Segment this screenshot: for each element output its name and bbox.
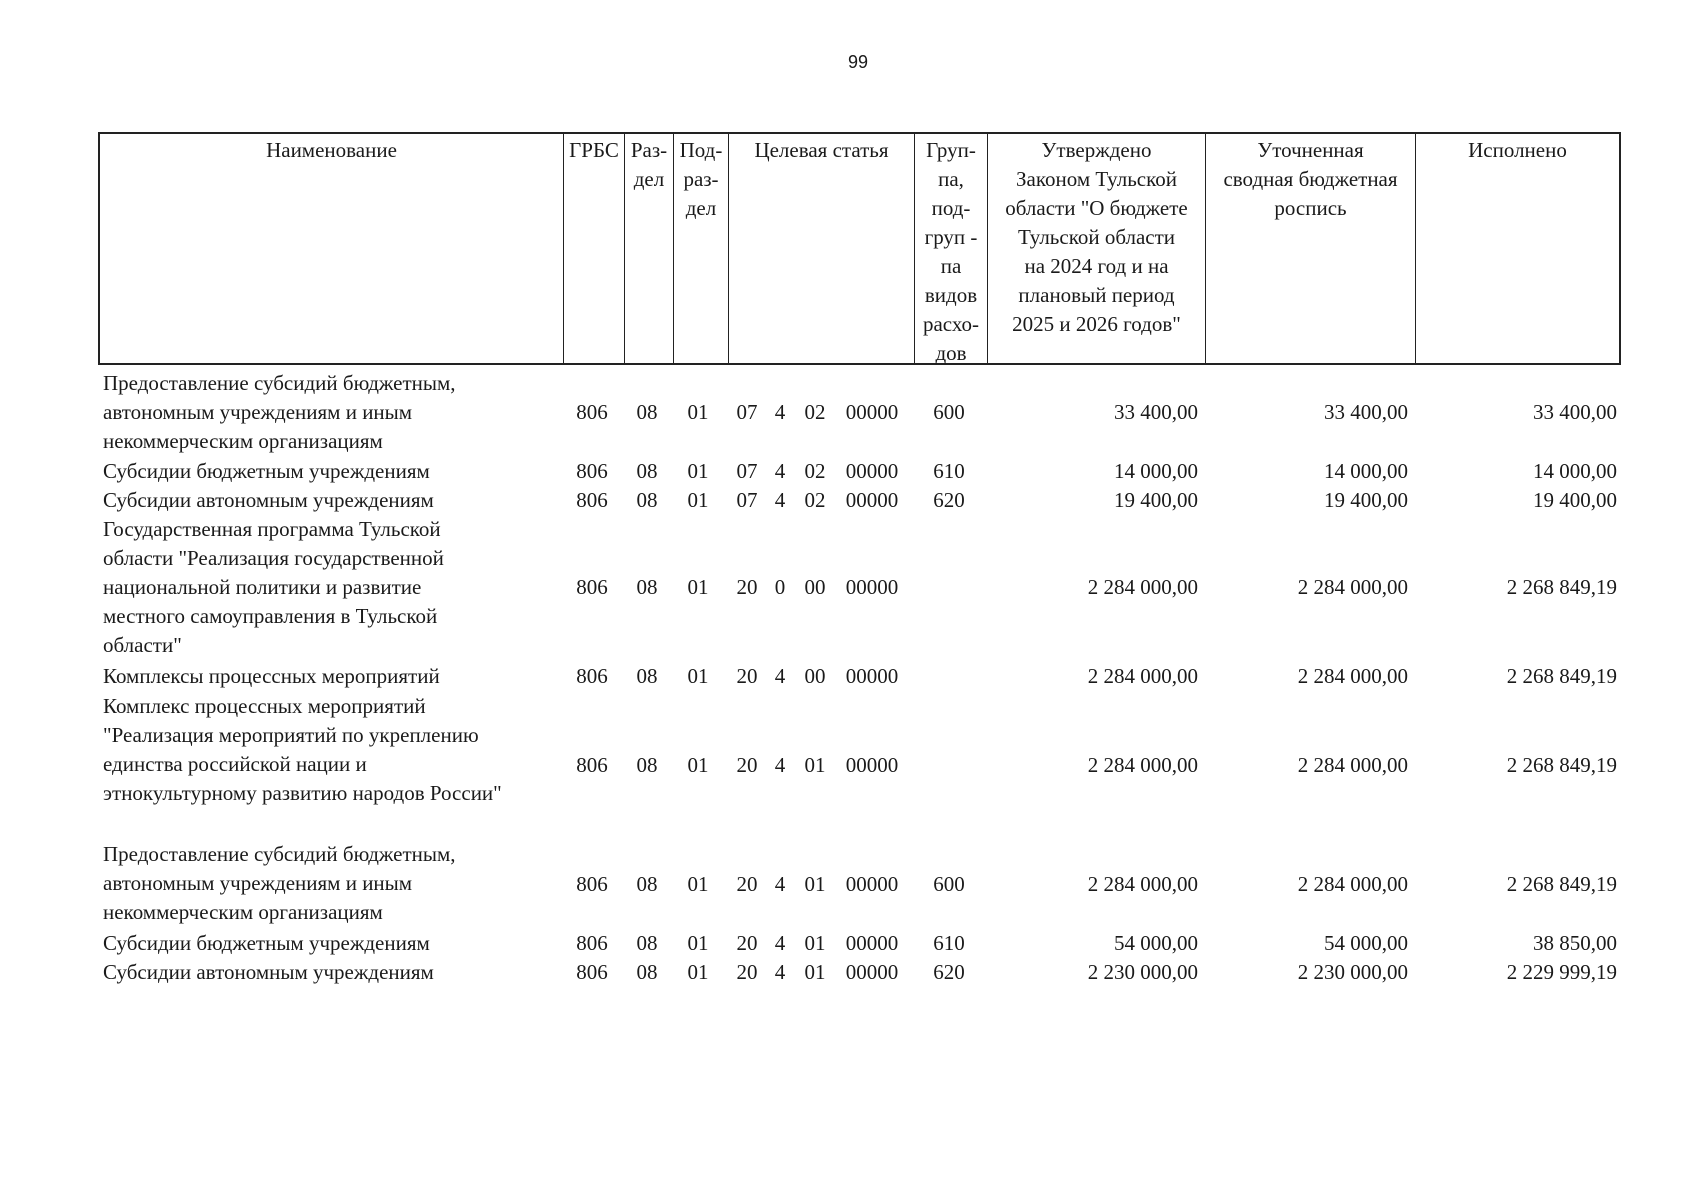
row-executed: 2 229 999,19 [1506,960,1617,984]
row-target-program: 07 [736,488,758,512]
row-target-structure: 01 [804,753,826,777]
row-grbs: 806 [576,488,608,512]
row-grbs: 806 [576,753,608,777]
row-approved: 33 400,00 [1114,400,1198,424]
row-target-type: 4 [774,664,786,688]
row-group: 620 [933,488,965,512]
row-grbs: 806 [576,960,608,984]
row-executed: 2 268 849,19 [1506,575,1617,599]
row-razdel: 08 [636,400,658,424]
row-approved: 2 284 000,00 [1087,872,1198,896]
row-podrazdel: 01 [687,872,709,896]
row-target-program: 20 [736,575,758,599]
header-podrazdel: Под- раз- дел [674,134,729,363]
row-approved: 2 284 000,00 [1087,753,1198,777]
row-refined: 2 284 000,00 [1297,753,1408,777]
row-target-type: 4 [774,960,786,984]
row-grbs: 806 [576,664,608,688]
row-executed: 38 850,00 [1533,931,1617,955]
row-razdel: 08 [636,575,658,599]
row-approved: 2 284 000,00 [1087,575,1198,599]
row-approved: 2 230 000,00 [1087,960,1198,984]
row-razdel: 08 [636,664,658,688]
row-target-structure: 02 [804,488,826,512]
row-target-structure: 02 [804,459,826,483]
row-target-structure: 01 [804,931,826,955]
header-name: Наименование [100,134,564,363]
row-target-direction: 00000 [845,400,899,424]
row-target-program: 07 [736,400,758,424]
row-razdel: 08 [636,931,658,955]
row-target-type: 4 [774,872,786,896]
row-target-program: 20 [736,960,758,984]
header-target: Целевая статья [729,134,915,363]
row-target-direction: 00000 [845,872,899,896]
row-grbs: 806 [576,575,608,599]
row-refined: 54 000,00 [1324,931,1408,955]
header-refined: Уточненная сводная бюджетная роспись [1206,134,1416,363]
row-target-program: 20 [736,931,758,955]
row-target-direction: 00000 [845,575,899,599]
row-target-type: 4 [774,931,786,955]
row-target-structure: 00 [804,575,826,599]
row-name: Субсидии автономным учреждениям [103,960,434,984]
header-executed: Исполнено [1468,138,1567,162]
row-approved: 14 000,00 [1114,459,1198,483]
row-target-direction: 00000 [845,960,899,984]
row-group: 600 [933,872,965,896]
row-podrazdel: 01 [687,400,709,424]
row-target-type: 4 [774,400,786,424]
row-target-structure: 02 [804,400,826,424]
row-target-structure: 00 [804,664,826,688]
row-podrazdel: 01 [687,459,709,483]
row-target-type: 4 [774,488,786,512]
row-executed: 2 268 849,19 [1506,664,1617,688]
row-podrazdel: 01 [687,753,709,777]
row-name: Комплексы процессных мероприятий [103,664,440,688]
table-header [98,132,1621,365]
header-razdel: Раз- дел [625,134,674,363]
row-approved: 19 400,00 [1114,488,1198,512]
row-name: Комплекс процессных мероприятий "Реализация мероприятий по укреплению единства российской нации и этнокультурному развитию народов России" [103,694,502,805]
row-razdel: 08 [636,753,658,777]
row-group: 610 [933,931,965,955]
row-approved: 2 284 000,00 [1087,664,1198,688]
row-target-type: 0 [774,575,786,599]
row-refined: 14 000,00 [1324,459,1408,483]
row-refined: 2 284 000,00 [1297,872,1408,896]
row-podrazdel: 01 [687,664,709,688]
row-podrazdel: 01 [687,960,709,984]
header-group: Груп- па, под- груп - па видов расхо- дов [915,134,988,363]
header-grbs: ГРБС [564,134,625,363]
row-executed: 2 268 849,19 [1506,872,1617,896]
row-podrazdel: 01 [687,488,709,512]
row-name: Субсидии бюджетным учреждениям [103,459,430,483]
row-target-type: 4 [774,459,786,483]
page-number: 99 [847,52,869,72]
row-executed: 33 400,00 [1533,400,1617,424]
row-target-structure: 01 [804,872,826,896]
row-refined: 2 284 000,00 [1297,664,1408,688]
row-group: 620 [933,960,965,984]
row-podrazdel: 01 [687,931,709,955]
row-executed: 14 000,00 [1533,459,1617,483]
row-target-direction: 00000 [845,459,899,483]
row-name: Предоставление субсидий бюджетным, автономным учреждениям и иным некоммерческим организациям [103,842,456,924]
row-razdel: 08 [636,459,658,483]
row-approved: 54 000,00 [1114,931,1198,955]
row-target-program: 20 [736,664,758,688]
row-name: Предоставление субсидий бюджетным, автономным учреждениям и иным некоммерческим организациям [103,371,456,453]
row-name: Субсидии бюджетным учреждениям [103,931,430,955]
row-grbs: 806 [576,459,608,483]
row-group: 610 [933,459,965,483]
row-target-program: 20 [736,753,758,777]
row-refined: 33 400,00 [1324,400,1408,424]
row-razdel: 08 [636,488,658,512]
row-group: 600 [933,400,965,424]
row-name: Субсидии автономным учреждениям [103,488,434,512]
row-target-program: 20 [736,872,758,896]
row-target-direction: 00000 [845,753,899,777]
row-target-type: 4 [774,753,786,777]
row-name: Государственная программа Тульской области "Реализация государственной национальной политики и развитие местного самоуправления в Тульской области" [103,517,444,657]
row-refined: 2 230 000,00 [1297,960,1408,984]
row-grbs: 806 [576,872,608,896]
row-executed: 2 268 849,19 [1506,753,1617,777]
row-target-structure: 01 [804,960,826,984]
row-grbs: 806 [576,931,608,955]
row-target-direction: 00000 [845,931,899,955]
row-target-direction: 00000 [845,488,899,512]
row-target-direction: 00000 [845,664,899,688]
row-target-program: 07 [736,459,758,483]
row-refined: 19 400,00 [1324,488,1408,512]
row-razdel: 08 [636,960,658,984]
header-approved: Утверждено Законом Тульской области "О бюджете Тульской области на 2024 год и на плановый период 2025 и 2026 годов" [988,134,1206,363]
row-podrazdel: 01 [687,575,709,599]
row-razdel: 08 [636,872,658,896]
row-executed: 19 400,00 [1533,488,1617,512]
row-grbs: 806 [576,400,608,424]
row-refined: 2 284 000,00 [1297,575,1408,599]
